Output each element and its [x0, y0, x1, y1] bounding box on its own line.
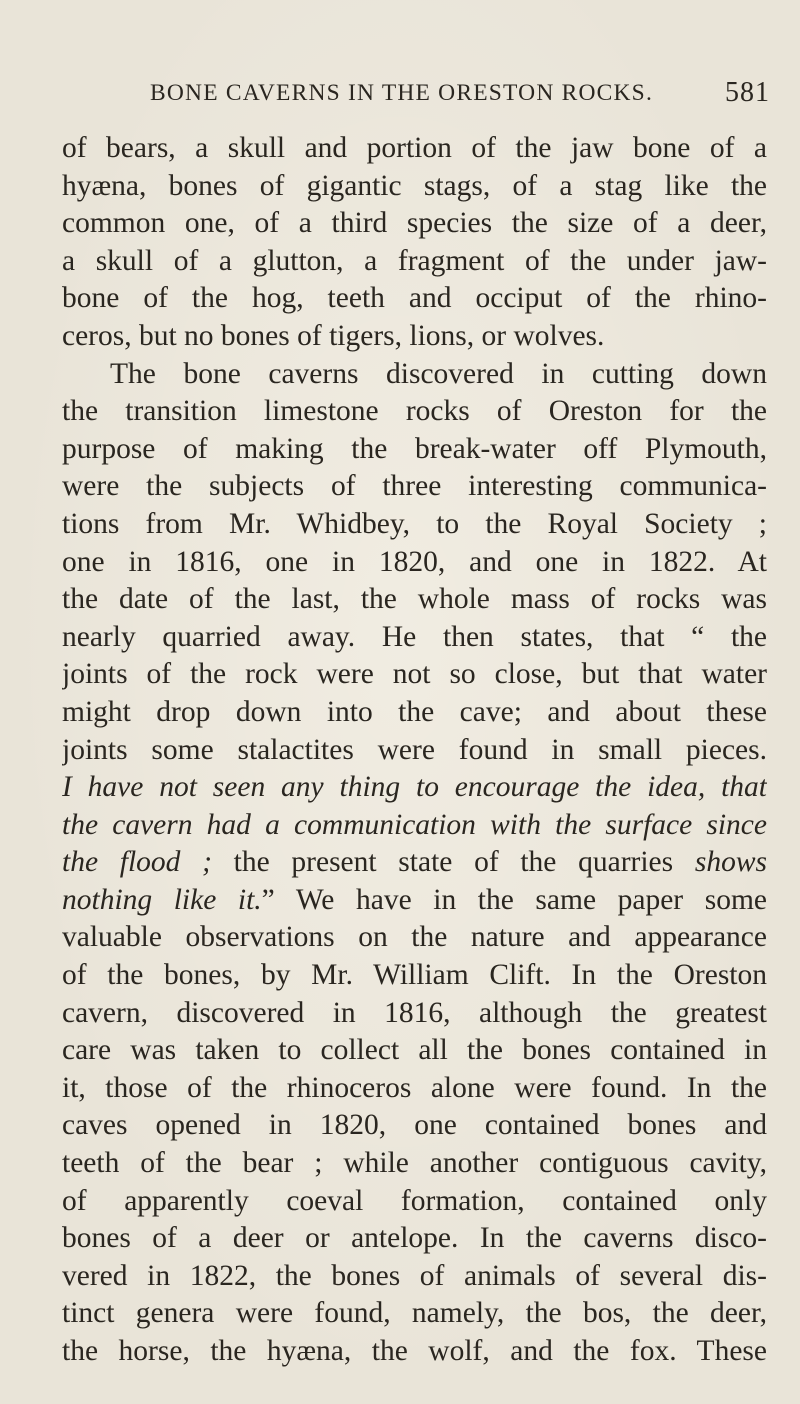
text-line — [62, 468, 767, 506]
text-line — [62, 995, 767, 1033]
text-line — [62, 1183, 767, 1221]
running-title: BONE CAVERNS IN THE ORESTON ROCKS. — [150, 80, 654, 106]
line-text: might drop down into the cave; and about these — [62, 695, 767, 728]
text-line — [62, 694, 767, 732]
line-text: vered in 1822, the bones of animals of several dis- — [62, 1259, 767, 1292]
text-line — [62, 280, 767, 318]
line-text: of the bones, by Mr. William Clift. In the Oreston — [62, 959, 767, 992]
line-text: purpose of making the break-water off Plymouth, — [62, 432, 767, 465]
roman-run: ” We have in the same paper some — [261, 883, 767, 916]
running-head — [150, 77, 770, 120]
text-line — [62, 168, 767, 206]
line-text: joints some stalactites were found in small pieces. — [62, 733, 767, 766]
line-text: ceros, but no bones of tigers, lions, or wolves. — [62, 319, 605, 352]
text-line — [62, 882, 767, 920]
text-line — [62, 957, 767, 995]
line-text: cavern, discovered in 1816, although the greatest — [62, 996, 767, 1029]
line-text: bones of a deer or antelope. In the caverns disco- — [62, 1222, 767, 1255]
line-text: joints of the rock were not so close, but that water — [62, 658, 767, 691]
text-line — [62, 393, 767, 431]
line-text: teeth of the bear ; while another contiguous cavity, — [62, 1147, 767, 1180]
line-text: the transition limestone rocks of Oreston for the — [62, 395, 767, 428]
text-line — [62, 205, 767, 243]
text-line — [62, 130, 767, 168]
text-line — [62, 619, 767, 657]
line-text: I have not seen any thing to encourage the idea, that — [62, 771, 767, 804]
text-line — [62, 431, 767, 469]
line-text: the horse, the hyæna, the wolf, and the fox. These — [62, 1335, 767, 1367]
line-text: valuable observations on the nature and appearance — [62, 921, 767, 954]
italic-run: nothing like it. — [62, 883, 262, 916]
line-text: of apparently coeval formation, contained only — [62, 1184, 767, 1217]
text-line — [62, 1145, 767, 1183]
text-line — [62, 581, 767, 619]
line-text: the cavern had a communication with the surface since — [62, 808, 767, 841]
text-line — [62, 844, 767, 882]
line-text: one in 1816, one in 1820, and one in 1822. At — [62, 545, 767, 578]
line-text: a skull of a glutton, a fragment of the under jaw- — [62, 244, 767, 277]
text-line — [62, 919, 767, 957]
line-text: care was taken to collect all the bones contained in — [62, 1034, 767, 1067]
text-line — [62, 243, 767, 281]
text-line — [62, 1220, 767, 1258]
text-line — [62, 1295, 767, 1333]
line-text: bone of the hog, teeth and occiput of the rhino- — [62, 282, 767, 315]
line-text: nearly quarried away. He then states, that “ the — [62, 620, 767, 653]
roman-run: the present state of the quarries — [211, 846, 695, 879]
line-text: tions from Mr. Whidbey, to the Royal Society ; — [62, 507, 767, 540]
text-line — [62, 506, 767, 544]
line-text: caves opened in 1820, one contained bones and — [62, 1109, 767, 1142]
line-text: hyæna, bones of gigantic stags, of a stag like the — [62, 169, 767, 202]
text-line — [62, 356, 767, 394]
text-line — [62, 1107, 767, 1145]
page-number: 581 — [725, 77, 770, 108]
line-text: tinct genera were found, namely, the bos, the deer, — [62, 1297, 767, 1330]
text-line — [62, 769, 767, 807]
line-text: The bone caverns discovered in cutting down — [110, 357, 767, 390]
body-text — [62, 130, 767, 1371]
italic-run: shows — [694, 846, 767, 879]
line-text: were the subjects of three interesting communica- — [62, 470, 767, 503]
text-line — [62, 656, 767, 694]
italic-run: the flood ; — [62, 846, 212, 879]
line-text: of bears, a skull and portion of the jaw bone of a — [62, 132, 767, 164]
text-line — [62, 1258, 767, 1296]
text-line — [62, 732, 767, 770]
line-text: it, those of the rhinoceros alone were found. In the — [62, 1071, 767, 1104]
line-text: common one, of a third species the size of a deer, — [62, 207, 767, 240]
text-line — [62, 318, 767, 356]
text-line — [62, 1333, 767, 1371]
text-line — [62, 1070, 767, 1108]
text-line — [62, 544, 767, 582]
text-line — [62, 807, 767, 845]
text-line — [62, 1032, 767, 1070]
line-text: the date of the last, the whole mass of rocks was — [62, 583, 767, 616]
